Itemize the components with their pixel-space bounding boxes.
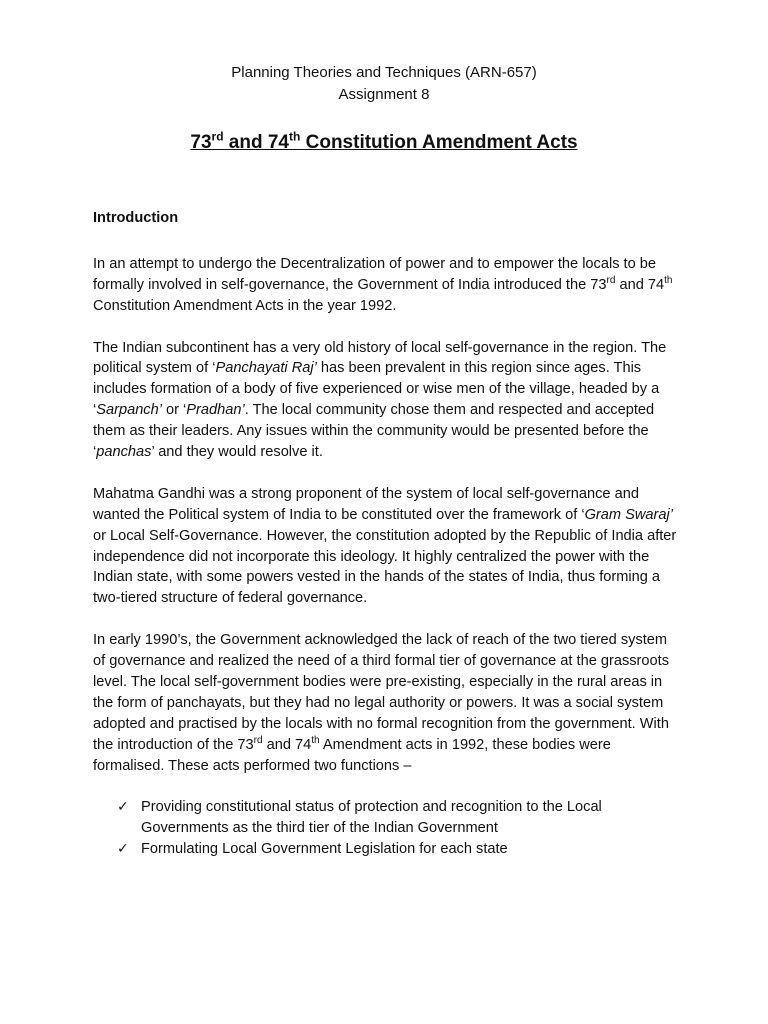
checkmark-icon: ✓ xyxy=(117,799,129,816)
checkmark-icon: ✓ xyxy=(117,841,129,858)
assignment-number: Assignment 8 xyxy=(338,86,430,103)
document-body xyxy=(93,208,683,860)
section-heading-introduction: Introduction xyxy=(93,210,179,226)
paragraph-1: In an attempt to undergo the Decentralization of power and to empower the locals to be formally involved in self-governance, the Government of India introduced the 73rd and 74th Constitution Amendment Acts in the year 1992. xyxy=(93,255,673,314)
document-header xyxy=(0,62,768,106)
course-title: Planning Theories and Techniques (ARN-657) xyxy=(231,64,537,81)
list-item: ✓ Formulating Local Government Legislation for each state xyxy=(117,839,683,860)
paragraph-2: The Indian subcontinent has a very old history of local self-governance in the region. The political system of ‘Panchayati Raj’ has been prevalent in this region since ages. This includes formation of a body of five experienced or wise men of the village, headed by a ‘Sarpanch’ or ‘Pradhan’. The local community chose them and respected and accepted them as their leaders. Any issues within the community would be presented before the ‘panchas’ and they would resolve it. xyxy=(93,339,667,461)
list-item: ✓ Providing constitutional status of protection and recognition to the Local Governments as the third tier of the Indian Government xyxy=(117,799,602,837)
document-title: 73rd and 74th Constitution Amendment Acts xyxy=(190,129,578,153)
functions-list xyxy=(93,797,683,860)
paragraph-3: Mahatma Gandhi was a strong proponent of the system of local self-governance and wanted the Political system of India to be constituted over the framework of ‘Gram Swaraj’ or Local Self-Governance. However, the constitution adopted by the Republic of India after independence did not incorporate this ideology. It highly centralized the power with the Indian state, with some powers vested in the hands of the states of India, thus forming a two-tiered structure of federal governance. xyxy=(93,485,677,607)
paragraph-4: In early 1990’s, the Government acknowledged the lack of reach of the two tiered system of governance and realized the need of a third formal tier of governance at the grassroots level. The local self-government bodies were pre-existing, especially in the rural areas in the form of panchayats, but they had no legal authority or powers. It was a social system adopted and practised by the locals with no formal recognition from the government. With the introduction of the 73rd and 74th Amendment acts in 1992, these bodies were formalised. These acts performed two functions – xyxy=(93,632,669,774)
